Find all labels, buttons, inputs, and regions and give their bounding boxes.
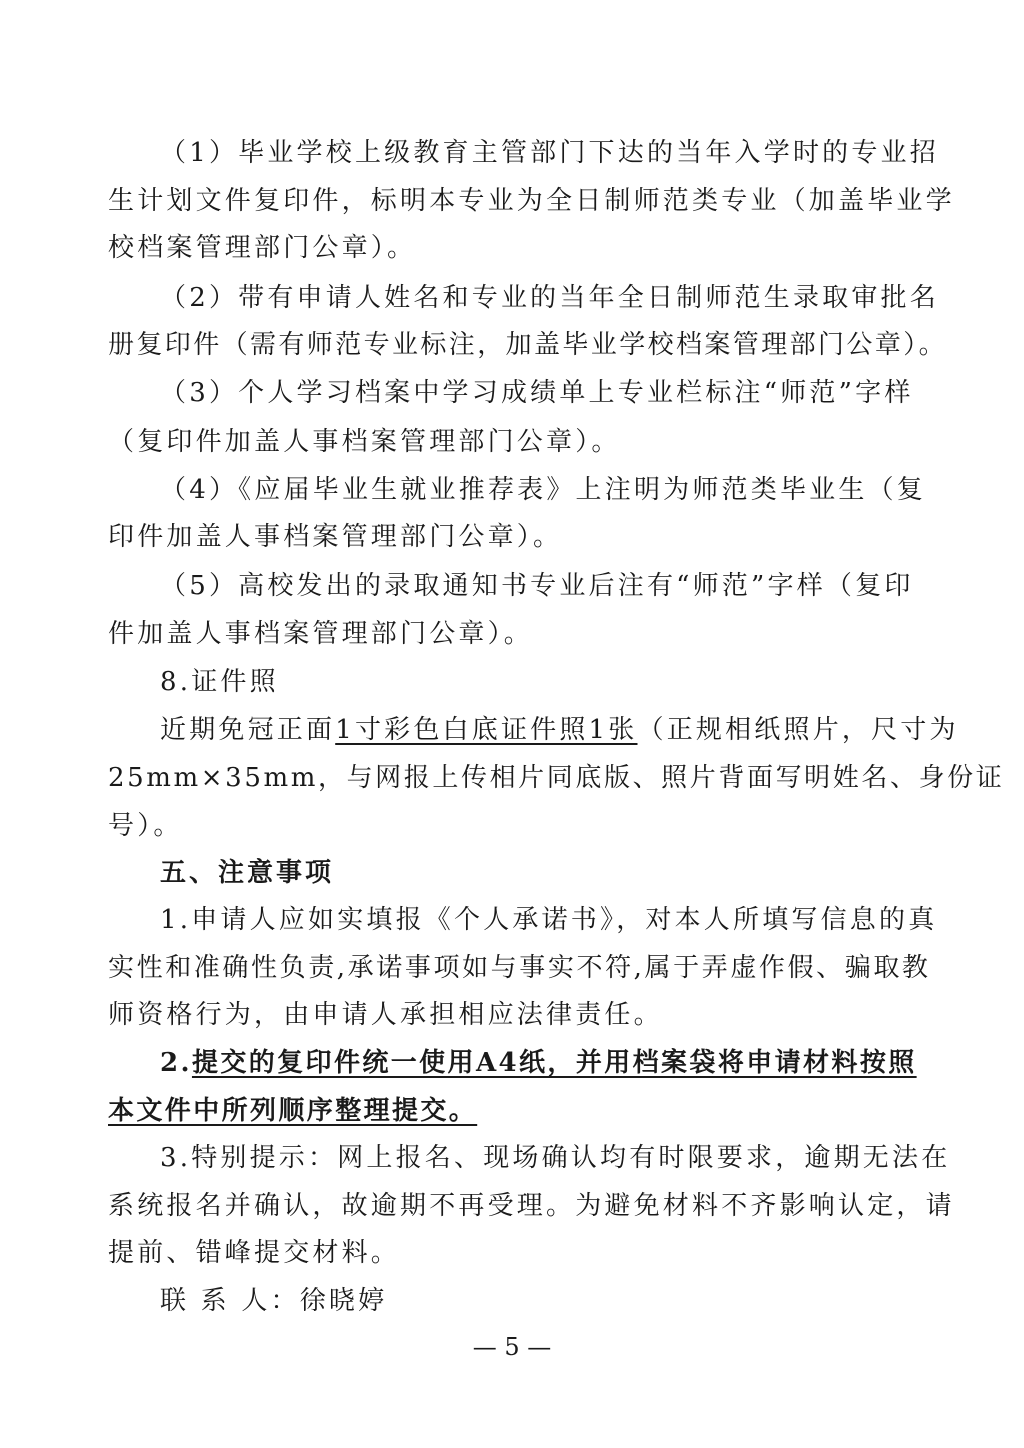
item5-line1: （5）高校发出的录取通知书专业后注有“师范”字样（复印 bbox=[160, 571, 914, 601]
note2-number: 2. bbox=[160, 1048, 192, 1078]
section8-line1 bbox=[160, 713, 959, 747]
note2-line1 bbox=[160, 1046, 917, 1080]
section8-line1-pre: 近期免冠正面 bbox=[160, 715, 336, 745]
section-heading-5: 五、注意事项 bbox=[160, 858, 335, 888]
note2-line1-underlined: 提交的复印件统一使用A4纸，并用档案袋将申请材料按照 bbox=[191, 1048, 917, 1078]
item1-line1: （1）毕业学校上级教育主管部门下达的当年入学时的专业招 bbox=[160, 138, 939, 168]
item3-line2: （复印件加盖人事档案管理部门公章）。 bbox=[108, 427, 621, 457]
page-number: — 5 — bbox=[472, 1333, 552, 1361]
note1-line3: 师资格行为，由申请人承担相应法律责任。 bbox=[108, 1000, 663, 1030]
contact-person: 联 系 人：徐晓婷 bbox=[160, 1286, 388, 1316]
note2-line2 bbox=[108, 1094, 477, 1128]
item4-line2: 印件加盖人事档案管理部门公章）。 bbox=[108, 522, 563, 552]
section8-line3: 号）。 bbox=[108, 811, 183, 841]
note1-line2: 实性和准确性负责,承诺事项如与事实不符,属于弄虚作假、骗取教 bbox=[108, 953, 931, 983]
item2-line2: 册复印件（需有师范专业标注，加盖毕业学校档案管理部门公章）。 bbox=[108, 330, 948, 360]
note3-line2: 系统报名并确认，故逾期不再受理。为避免材料不齐影响认定，请 bbox=[108, 1191, 955, 1221]
item1-line3: 校档案管理部门公章）。 bbox=[108, 233, 417, 263]
note3-line3: 提前、错峰提交材料。 bbox=[108, 1238, 401, 1268]
note1-line1: 1.申请人应如实填报《个人承诺书》，对本人所填写信息的真 bbox=[160, 905, 938, 935]
item4-line1: （4）《应届毕业生就业推荐表》上注明为师范类毕业生（复 bbox=[160, 475, 926, 505]
note2-line2-underlined: 本文件中所列顺序整理提交。 bbox=[108, 1096, 478, 1126]
note3-line1: 3.特别提示：网上报名、现场确认均有时限要求，逾期无法在 bbox=[160, 1143, 951, 1173]
item1-line2: 生计划文件复印件，标明本专业为全日制师范类专业（加盖毕业学 bbox=[108, 186, 955, 216]
section8-line1-post: （正规相纸照片，尺寸为 bbox=[637, 715, 959, 745]
section8-title: 8.证件照 bbox=[160, 667, 279, 697]
section8-line2: 25mm×35mm，与网报上传相片同底版、照片背面写明姓名、身份证 bbox=[108, 763, 1005, 793]
item2-line1: （2）带有申请人姓名和专业的当年全日制师范生录取审批名 bbox=[160, 283, 939, 313]
item5-line2: 件加盖人事档案管理部门公章）。 bbox=[108, 619, 534, 649]
photo-spec-underlined: 1寸彩色白底证件照1张 bbox=[335, 715, 638, 745]
item3-line1: （3）个人学习档案中学习成绩单上专业栏标注“师范”字样 bbox=[160, 378, 914, 408]
